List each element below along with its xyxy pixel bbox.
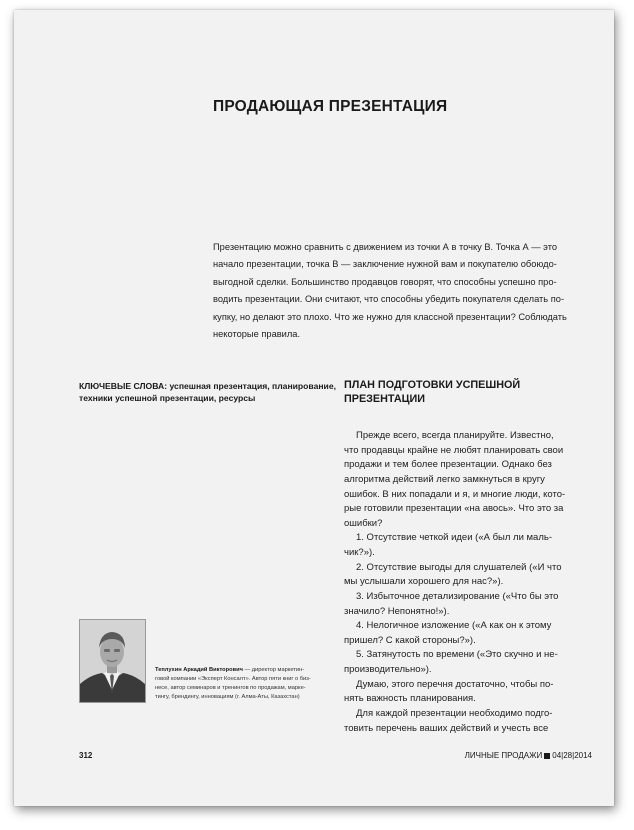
body-column [344, 429, 604, 736]
body-line: чик?»). [344, 547, 375, 558]
author-bio-line: несе, автор семинаров и тренингов по продажам, марке- [155, 685, 306, 692]
lead-line: купку, но делают это плохо. Что же нужно для классной презентации? Соблюдать [213, 311, 567, 322]
body-line: алгоритма действий легко замкнуться в кругу [344, 473, 545, 485]
body-line: ошибок. В них попадали и я, и многие люди, кото- [344, 488, 566, 500]
lead-line: водить презентации. Они считают, что способны убедить покупателя сделать по- [213, 294, 565, 305]
section-title [344, 378, 604, 406]
lead-line: выгодной сделки. Большинство продавцов говорят, что способны успешно про- [213, 276, 557, 287]
magazine-name: ЛИЧНЫЕ ПРОДАЖИ [464, 751, 543, 760]
body-line: товить перечень ваших действий и учесть все [344, 722, 549, 734]
body-line: 3. Избыточное детализирование («Что бы это [356, 590, 559, 602]
keywords-block [79, 381, 337, 404]
body-line: Для каждой презентации необходимо подго- [356, 707, 553, 719]
body-line: что продавцы крайне не любят планировать свои [344, 444, 564, 456]
lead-line: Презентацию можно сравнить с движением из точки А в точку В. Точка А — это [213, 242, 558, 252]
author-bio-line: говой компании «Эксперт Консалт». Автор пяти книг о биз- [155, 676, 311, 683]
body-line: рые готовили презентации «на авось». Что это за [344, 503, 564, 515]
body-line: нять важность планирования. [344, 693, 476, 705]
author-role: — директор маркетин- [242, 667, 305, 673]
issue-number: 04|28|2014 [552, 751, 592, 760]
author-name: Теплухин Аркадий Викторович [155, 667, 243, 673]
body-line: 1. Отсутствие четкой идеи («А был ли маль- [356, 532, 552, 544]
section-title-line: ПЛАН ПОДГОТОВКИ УСПЕШНОЙ [344, 379, 521, 391]
footer-magazine-info [465, 751, 592, 760]
article-lead [213, 239, 589, 343]
body-line: продажи и тем более презентации. Однако без [344, 459, 552, 471]
body-line: 4. Нелогичное изложение («А как он к этому [356, 620, 552, 632]
body-line: Думаю, этого перечня достаточно, чтобы по- [356, 678, 554, 690]
article-title: ПРОДАЮЩАЯ ПРЕЗЕНТАЦИЯ [213, 98, 448, 115]
keywords-line: техники успешной презентации, ресурсы [79, 392, 256, 403]
author-bio-line [155, 666, 330, 675]
lead-line: начало презентации, точка В — заключение нужной вам и покупателю обоюдо- [213, 259, 557, 270]
body-line: Прежде всего, всегда планируйте. Известно, [356, 430, 554, 441]
square-separator-icon [544, 753, 550, 759]
magazine-page [14, 10, 614, 806]
keywords-line: КЛЮЧЕВЫЕ СЛОВА: успешная презентация, планирование, [79, 381, 337, 391]
body-line: пришел? С какой стороны?»). [344, 634, 476, 646]
author-bio [155, 666, 330, 702]
body-line: 2. Отсутствие выгоды для слушателей («И что [356, 561, 562, 573]
body-line: мы услышали хорошего для нас?»). [344, 576, 504, 588]
page-number: 312 [79, 751, 93, 760]
body-line: ошибки? [344, 517, 383, 529]
lead-line: некоторые правила. [213, 329, 301, 340]
body-line: значило? Непонятно!»). [344, 605, 450, 617]
section-title-line: ПРЕЗЕНТАЦИИ [344, 393, 426, 405]
author-portrait-image [80, 620, 145, 702]
body-line: 5. Затянутость по времени («Это скучно и не- [356, 649, 558, 661]
author-bio-line: тингу, брендингу, инновациям (г. Алма-Аты, Казахстан) [155, 694, 300, 701]
author-photo [79, 619, 146, 703]
body-line: производительно»). [344, 664, 432, 675]
